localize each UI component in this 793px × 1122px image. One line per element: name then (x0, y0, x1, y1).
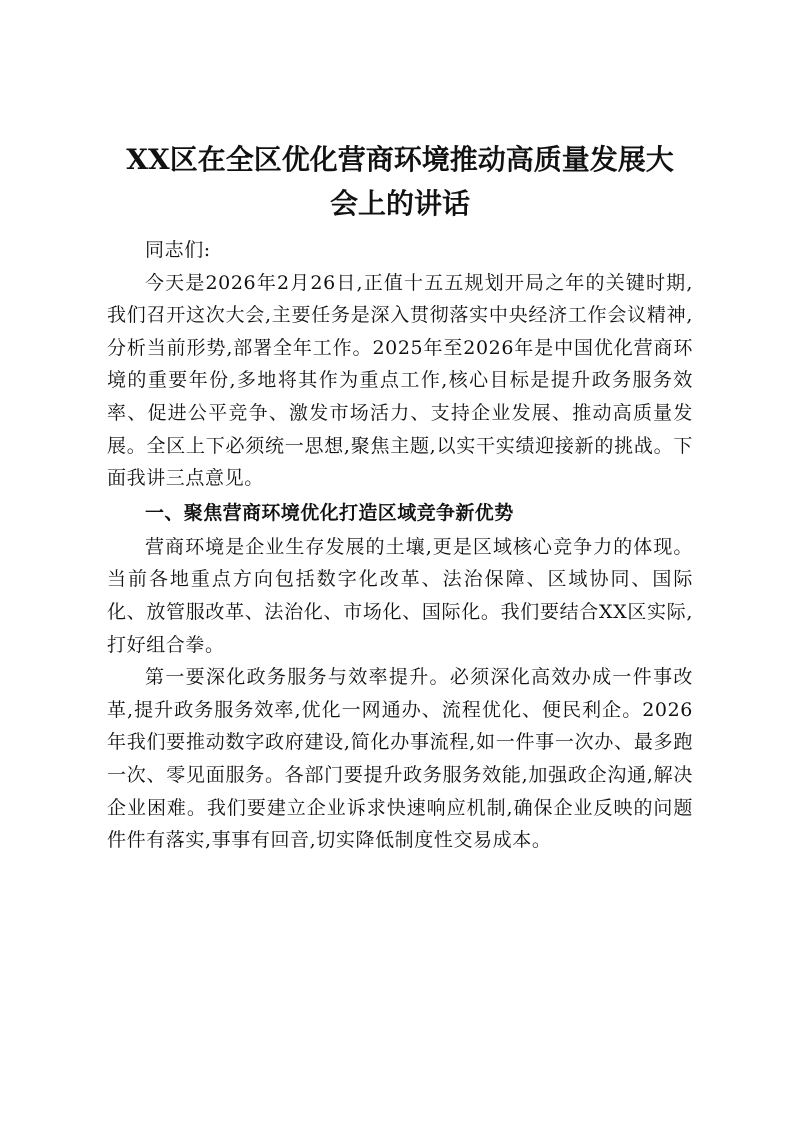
title-line-2: 会上的讲话 (329, 187, 470, 220)
salutation: 同志们: (145, 239, 211, 261)
intro-paragraph: 今天是2026年2月26日,正值十五五规划开局之年的关键时期,我们召开这次大会,主要任务是深入贯彻落实中央经济工作会议精神,分析当前形势,部署全年工作。2025年至2026年是中国优化营商环境的重要年份,多地将其作为重点工作,核心目标是提升政务服务效率、促进公平竞争、激发市场活力、支持企业发展、推动高质量发展。全区上下必须统一思想,聚焦主题,以实干实绩迎接新的挑战。下面我讲三点意见。 (107, 271, 693, 490)
document-body (107, 138, 693, 857)
section-paragraph-1: 营商环境是企业生存发展的土壤,更是区域核心竞争力的体现。当前各地重点方向包括数字化改革、法治保障、区域协同、国际化、放管服改革、法治化、市场化、国际化。我们要结合XX区实际,打好组合拳。 (107, 535, 693, 656)
title-line-1: XX区在全区优化营商环境推动高质量发展大 (126, 143, 674, 176)
section-paragraph-2: 第一要深化政务服务与效率提升。必须深化高效办成一件事改革,提升政务服务效率,优化一网通办、流程优化、便民利企。2026年我们要推动数字政府建设,简化办事流程,如一件事一次办、最多跑一次、零见面服务。各部门要提升政务服务效能,加强政企沟通,解决企业困难。我们要建立企业诉求快速响应机制,确保企业反映的问题件件有落实,事事有回音,切实降低制度性交易成本。 (107, 666, 693, 852)
document-title (107, 138, 693, 226)
section-heading: 一、聚焦营商环境优化打造区域竞争新优势 (145, 501, 514, 524)
